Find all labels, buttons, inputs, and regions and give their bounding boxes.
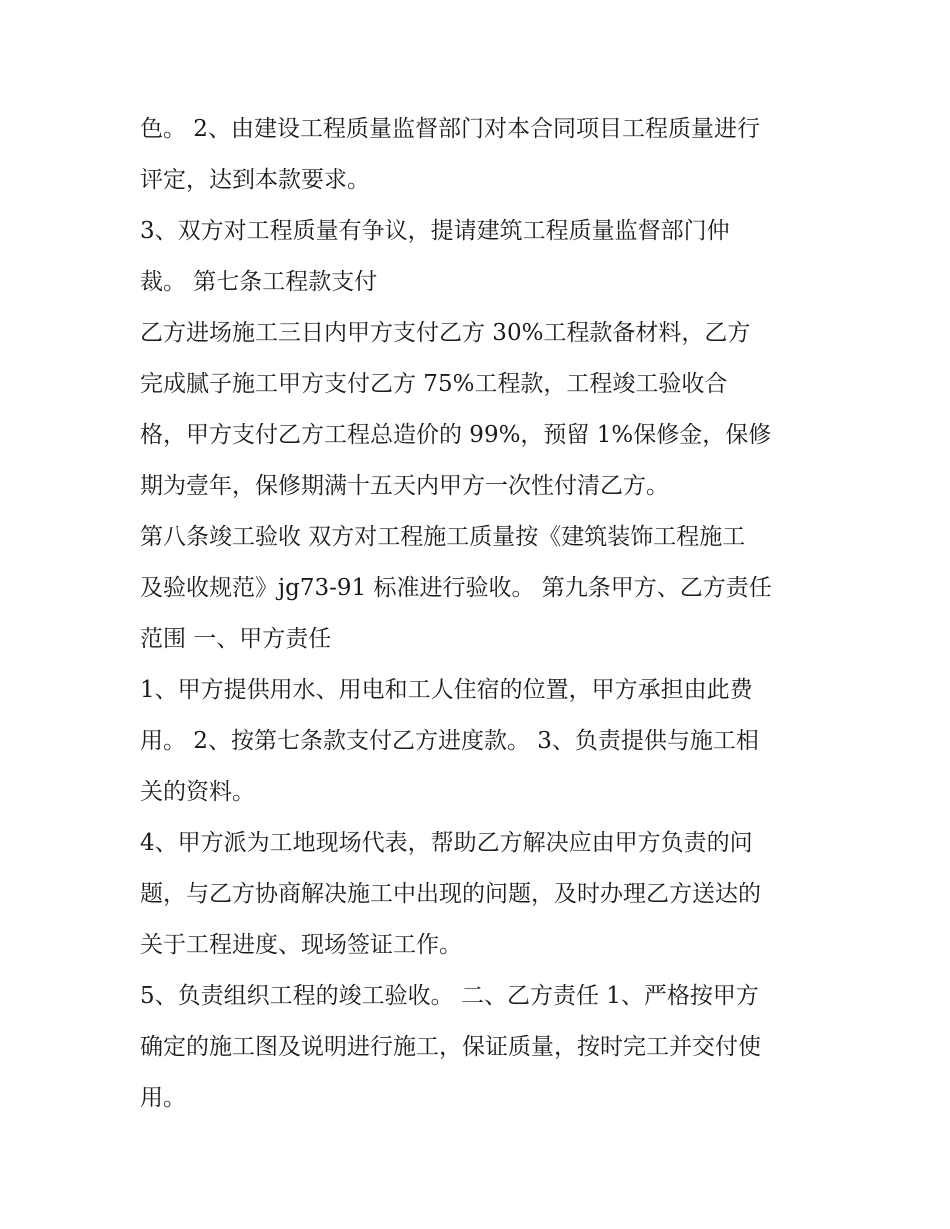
text-line: 关于工程进度、现场签证工作。 (140, 932, 462, 958)
text-line: 确定的施工图及说明进行施工，保证质量，按时完工并交付使 (140, 1034, 761, 1060)
contract-text (140, 104, 840, 1124)
text-line: 关的资料。 (140, 779, 255, 805)
text-line: 色。 2、由建设工程质量监督部门对本合同项目工程质量进行 (140, 116, 760, 142)
text-line: 及验收规范》jg73-91 标准进行验收。 第九条甲方、乙方责任 (140, 575, 772, 601)
text-line: 题，与乙方协商解决施工中出现的问题，及时办理乙方送达的 (140, 881, 761, 907)
text-line: 乙方进场施工三日内甲方支付乙方 30%工程款备材料，乙方 (140, 320, 751, 346)
text-line: 裁。 第七条工程款支付 (140, 269, 378, 295)
text-line: 3、双方对工程质量有争议，提请建筑工程质量监督部门仲 (140, 218, 730, 244)
text-line: 用。 2、按第七条款支付乙方进度款。 3、负责提供与施工相 (140, 728, 759, 754)
text-line: 1、甲方提供用水、用电和工人住宿的位置，甲方承担由此费 (140, 677, 753, 703)
text-line: 4、甲方派为工地现场代表，帮助乙方解决应由甲方负责的问 (140, 830, 753, 856)
text-line: 第八条竣工验收 双方对工程施工质量按《建筑装饰工程施工 (140, 524, 746, 550)
text-line: 评定，达到本款要求。 (140, 167, 370, 193)
text-line: 5、负责组织工程的竣工验收。 二、乙方责任 1、严格按甲方 (140, 983, 759, 1009)
text-line: 用。 (140, 1085, 186, 1111)
text-line: 完成腻子施工甲方支付乙方 75%工程款，工程竣工验收合 (140, 371, 728, 397)
text-line: 格，甲方支付乙方工程总造价的 99%，预留 1%保修金，保修 (140, 422, 772, 448)
text-line: 范围 一、甲方责任 (140, 626, 332, 652)
text-line: 期为壹年，保修期满十五天内甲方一次性付清乙方。 (140, 473, 669, 499)
